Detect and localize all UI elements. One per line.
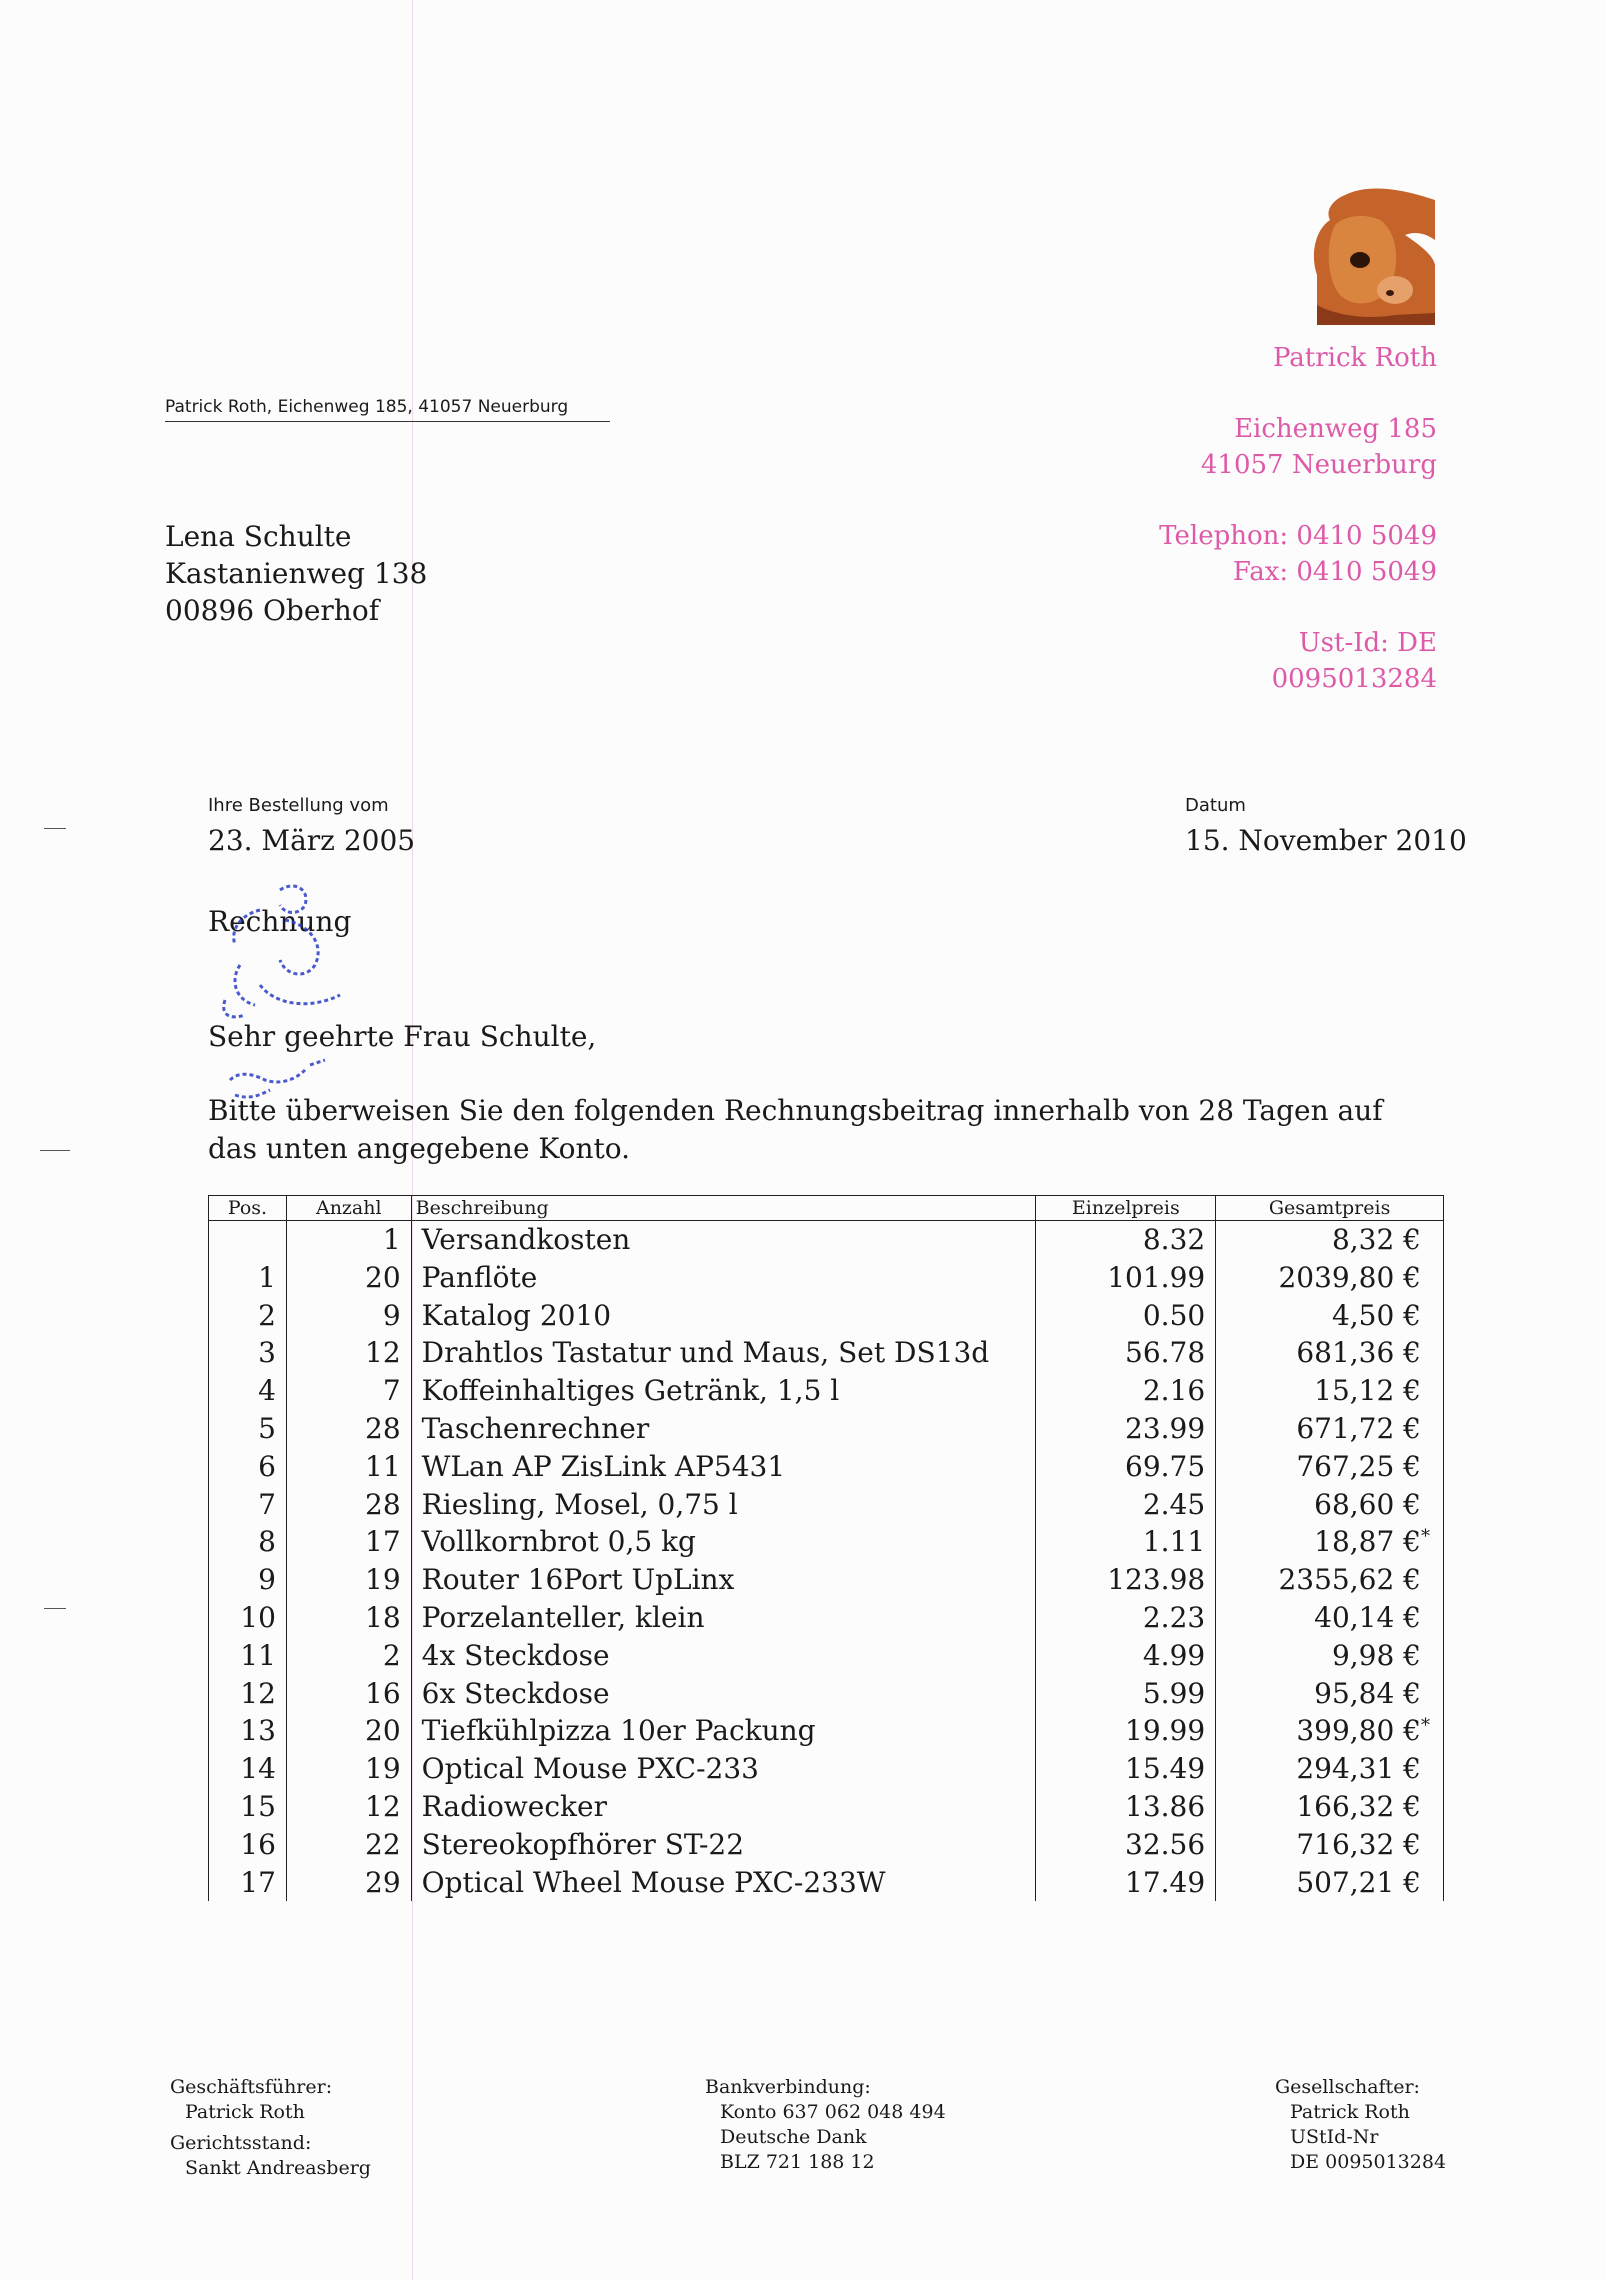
row-qty-text: 22: [365, 1827, 401, 1861]
row-total-price: [1216, 1334, 1444, 1372]
table-row: [209, 1523, 1444, 1561]
row-unit-price: [1036, 1259, 1216, 1297]
row-description-text: Taschenrechner: [421, 1411, 650, 1445]
row-qty-text: 12: [365, 1789, 401, 1823]
footer-partner: Patrick Roth: [1290, 2101, 1410, 2123]
row-total-price-text: 166,32 €: [1296, 1789, 1421, 1823]
order-date-label: Ihre Bestellung vom: [208, 795, 389, 816]
salutation: Sehr geehrte Frau Schulte,: [208, 1020, 597, 1053]
row-qty-text: 2: [382, 1638, 401, 1672]
table-row: [209, 1788, 1444, 1826]
header-unit-price: Einzelpreis: [1036, 1196, 1216, 1221]
footer-manager-label: Geschäftsführer:: [170, 2076, 333, 2098]
row-description-text: Tiefkühlpizza 10er Packung: [421, 1714, 816, 1748]
row-total-price: [1216, 1259, 1444, 1297]
subject: Rechnung: [208, 905, 352, 938]
row-pos-text: 10: [240, 1600, 276, 1634]
row-pos-text: 14: [240, 1752, 276, 1786]
row-pos-text: 17: [240, 1865, 276, 1899]
row-pos-text: 15: [240, 1789, 276, 1823]
table-row: [209, 1750, 1444, 1788]
table-row: [209, 1372, 1444, 1410]
row-total-price-text: 2355,62 €: [1278, 1563, 1421, 1597]
row-description: [411, 1448, 1036, 1486]
table-row: [209, 1334, 1444, 1372]
row-description: [411, 1561, 1036, 1599]
row-pos-text: 13: [240, 1714, 276, 1748]
row-unit-price: [1036, 1750, 1216, 1788]
sender-vat-label: Ust-Id: DE: [1298, 628, 1437, 658]
row-qty-text: 20: [365, 1260, 401, 1294]
row-description: [411, 1334, 1036, 1372]
row-description: [411, 1221, 1036, 1259]
header-desc: Beschreibung: [411, 1196, 1036, 1221]
row-qty: [286, 1523, 411, 1561]
sender-vat-number: 0095013284: [1271, 664, 1437, 694]
row-unit-price-text: 101.99: [1107, 1260, 1206, 1294]
row-unit-price: [1036, 1788, 1216, 1826]
row-total-price-text: 681,36 €: [1296, 1336, 1421, 1370]
row-pos: [209, 1523, 287, 1561]
invoice-date-label: Datum: [1185, 795, 1246, 816]
row-total-price: [1216, 1675, 1444, 1713]
row-unit-price: [1036, 1637, 1216, 1675]
row-unit-price-text: 2.16: [1142, 1374, 1206, 1408]
row-unit-price-text: 15.49: [1125, 1752, 1206, 1786]
table-row: [209, 1826, 1444, 1864]
row-total-price-text: 671,72 €: [1296, 1411, 1421, 1445]
row-unit-price-text: 4.99: [1142, 1638, 1206, 1672]
table-row: [209, 1561, 1444, 1599]
row-total-price: [1216, 1523, 1444, 1561]
row-pos: [209, 1675, 287, 1713]
header-total-price: Gesamtpreis: [1216, 1196, 1444, 1221]
row-pos-text: 4: [258, 1374, 276, 1408]
row-pos-text: 5: [258, 1411, 276, 1445]
row-pos: [209, 1221, 287, 1259]
footer-court: Sankt Andreasberg: [185, 2157, 371, 2179]
sender-street: Eichenweg 185: [1234, 414, 1437, 444]
row-pos-text: 3: [258, 1336, 276, 1370]
row-qty-text: 19: [365, 1752, 401, 1786]
invoice-date-block: [1185, 795, 1467, 857]
row-footnote-mark: *: [1421, 1526, 1430, 1548]
row-total-price: [1216, 1448, 1444, 1486]
row-total-price-text: 68,60 €: [1314, 1487, 1421, 1521]
row-total-price: [1216, 1712, 1444, 1750]
header-pos: Pos.: [209, 1196, 287, 1221]
row-unit-price-text: 123.98: [1107, 1563, 1206, 1597]
fold-mark-bottom: [44, 1608, 66, 1609]
row-total-price-text: 40,14 €: [1314, 1600, 1421, 1634]
row-unit-price: [1036, 1561, 1216, 1599]
row-total-price: [1216, 1826, 1444, 1864]
row-unit-price: [1036, 1410, 1216, 1448]
row-total-price: [1216, 1410, 1444, 1448]
row-description: [411, 1523, 1036, 1561]
row-pos: [209, 1637, 287, 1675]
row-pos: [209, 1864, 287, 1902]
row-unit-price-text: 69.75: [1125, 1449, 1206, 1483]
row-total-price: [1216, 1372, 1444, 1410]
row-total-price-text: 294,31 €: [1296, 1752, 1421, 1786]
row-qty: [286, 1712, 411, 1750]
footer-court-label: Gerichtsstand:: [170, 2132, 312, 2154]
row-total-price-text: 507,21 €: [1296, 1865, 1421, 1899]
row-qty: [286, 1788, 411, 1826]
sender-city: 41057 Neuerburg: [1200, 450, 1437, 480]
row-total-price: [1216, 1750, 1444, 1788]
row-pos: [209, 1448, 287, 1486]
row-unit-price-text: 1.11: [1142, 1525, 1206, 1559]
row-pos-text: 11: [240, 1638, 276, 1672]
row-qty: [286, 1486, 411, 1524]
row-total-price-text: 767,25 €: [1296, 1449, 1421, 1483]
row-qty: [286, 1675, 411, 1713]
row-pos: [209, 1750, 287, 1788]
row-description-text: Panflöte: [421, 1260, 538, 1294]
recipient-block: [165, 518, 427, 629]
row-qty: [286, 1864, 411, 1902]
row-unit-price-text: 56.78: [1125, 1336, 1206, 1370]
row-description-text: Riesling, Mosel, 0,75 l: [421, 1487, 738, 1521]
row-unit-price: [1036, 1334, 1216, 1372]
row-description: [411, 1297, 1036, 1335]
table-row: [209, 1221, 1444, 1259]
row-description-text: Versandkosten: [421, 1223, 631, 1256]
footer-vat-label: UStId-Nr: [1290, 2126, 1379, 2148]
row-qty-text: 16: [365, 1676, 401, 1710]
row-unit-price-text: 19.99: [1125, 1714, 1206, 1748]
row-qty-text: 19: [365, 1563, 401, 1597]
row-unit-price: [1036, 1486, 1216, 1524]
sender-fax: Fax: 0410 5049: [1232, 557, 1437, 587]
row-qty: [286, 1750, 411, 1788]
stamp-icon: [200, 870, 370, 1120]
row-qty-text: 1: [382, 1223, 401, 1256]
row-description-text: Optical Wheel Mouse PXC-233W: [421, 1865, 886, 1899]
recipient-street: Kastanienweg 138: [165, 557, 428, 590]
table-row: [209, 1712, 1444, 1750]
row-unit-price-text: 23.99: [1125, 1411, 1206, 1445]
row-qty-text: 29: [365, 1865, 401, 1899]
row-qty-text: 28: [365, 1411, 401, 1445]
row-unit-price: [1036, 1448, 1216, 1486]
footer-manager: Patrick Roth: [185, 2101, 305, 2123]
row-qty: [286, 1448, 411, 1486]
row-qty: [286, 1410, 411, 1448]
row-pos: [209, 1788, 287, 1826]
row-qty: [286, 1334, 411, 1372]
row-unit-price: [1036, 1864, 1216, 1902]
row-description-text: 6x Steckdose: [421, 1676, 610, 1710]
row-qty-text: 17: [365, 1525, 401, 1559]
sender-name: Patrick Roth: [1272, 343, 1437, 373]
row-pos: [209, 1259, 287, 1297]
row-total-price: [1216, 1221, 1444, 1259]
row-description: [411, 1637, 1036, 1675]
row-unit-price-text: 8.32: [1142, 1223, 1206, 1256]
row-qty-text: 20: [365, 1714, 401, 1748]
sender-block: [1159, 340, 1437, 697]
row-description: [411, 1675, 1036, 1713]
row-description-text: Koffeinhaltiges Getränk, 1,5 l: [421, 1374, 840, 1408]
row-unit-price-text: 13.86: [1125, 1789, 1206, 1823]
row-pos: [209, 1561, 287, 1599]
row-description-text: Stereokopfhörer ST-22: [421, 1827, 745, 1861]
row-unit-price: [1036, 1712, 1216, 1750]
row-qty: [286, 1372, 411, 1410]
row-pos: [209, 1297, 287, 1335]
recipient-name: Lena Schulte: [165, 520, 352, 553]
footer-management: [170, 2075, 371, 2181]
row-total-price-text: 716,32 €: [1296, 1827, 1421, 1861]
order-date-block: [208, 795, 415, 857]
row-description: [411, 1788, 1036, 1826]
row-total-price-text: 8,32 €: [1331, 1223, 1421, 1256]
footer-account: Konto 637 062 048 494: [720, 2101, 946, 2123]
row-description-text: Katalog 2010: [421, 1298, 612, 1332]
row-total-price-text: 399,80 €: [1296, 1714, 1421, 1748]
table-row: [209, 1486, 1444, 1524]
row-total-price: [1216, 1561, 1444, 1599]
row-qty: [286, 1221, 411, 1259]
row-pos-text: 1: [258, 1260, 276, 1294]
row-description-text: WLan AP ZisLink AP5431: [421, 1449, 786, 1483]
fold-mark-top: [44, 828, 66, 829]
invoice-date: 15. November 2010: [1185, 824, 1467, 857]
row-pos-text: 12: [240, 1676, 276, 1710]
row-description: [411, 1410, 1036, 1448]
row-total-price: [1216, 1486, 1444, 1524]
row-qty-text: 9: [382, 1298, 401, 1332]
invoice-table: [208, 1195, 1444, 1901]
footer-bank-label: Bankverbindung:: [705, 2076, 871, 2098]
row-unit-price: [1036, 1599, 1216, 1637]
table-header-row: [209, 1196, 1444, 1221]
table-row: [209, 1599, 1444, 1637]
punch-mark: [40, 1150, 70, 1151]
row-total-price-text: 15,12 €: [1314, 1374, 1421, 1408]
row-description-text: 4x Steckdose: [421, 1638, 610, 1672]
row-description: [411, 1372, 1036, 1410]
table-row: [209, 1297, 1444, 1335]
footer-partners: [1275, 2075, 1446, 2175]
row-pos-text: 2: [258, 1298, 276, 1332]
row-description: [411, 1750, 1036, 1788]
row-unit-price-text: 5.99: [1142, 1676, 1206, 1710]
recipient-city: 00896 Oberhof: [165, 594, 380, 627]
row-total-price-text: 2039,80 €: [1278, 1260, 1421, 1294]
row-pos-text: 6: [258, 1449, 276, 1483]
row-unit-price-text: 17.49: [1125, 1865, 1206, 1899]
row-unit-price: [1036, 1826, 1216, 1864]
footer-vat: DE 0095013284: [1290, 2151, 1447, 2173]
row-unit-price-text: 0.50: [1142, 1298, 1206, 1332]
row-total-price: [1216, 1599, 1444, 1637]
row-unit-price: [1036, 1297, 1216, 1335]
sender-phone: Telephon: 0410 5049: [1159, 521, 1437, 551]
row-total-price-text: 4,50 €: [1331, 1298, 1421, 1332]
row-unit-price: [1036, 1372, 1216, 1410]
row-total-price: [1216, 1297, 1444, 1335]
row-pos-text: 8: [258, 1525, 276, 1559]
body-text: Bitte überweisen Sie den folgenden Rechnungsbeitrag innerhalb von 28 Tagen auf das unten angegebene Konto.: [208, 1094, 1383, 1165]
table-row: [209, 1448, 1444, 1486]
row-pos-text: 16: [240, 1827, 276, 1861]
table-row: [209, 1259, 1444, 1297]
row-unit-price: [1036, 1221, 1216, 1259]
row-qty: [286, 1637, 411, 1675]
row-footnote-mark: *: [1421, 1715, 1430, 1737]
row-qty-text: 11: [365, 1449, 401, 1483]
moose-logo-icon: [1305, 185, 1440, 330]
row-qty: [286, 1297, 411, 1335]
row-total-price: [1216, 1788, 1444, 1826]
row-unit-price: [1036, 1523, 1216, 1561]
order-date: 23. März 2005: [208, 824, 416, 857]
footer-partner-label: Gesellschafter:: [1275, 2076, 1420, 2098]
footer-bank-name: Deutsche Dank: [720, 2126, 867, 2148]
table-row: [209, 1864, 1444, 1902]
row-pos: [209, 1826, 287, 1864]
row-description-text: Vollkornbrot 0,5 kg: [421, 1525, 696, 1559]
row-description-text: Radiowecker: [421, 1789, 607, 1823]
row-qty-text: 12: [365, 1336, 401, 1370]
table-row: [209, 1637, 1444, 1675]
row-description: [411, 1259, 1036, 1297]
row-qty: [286, 1259, 411, 1297]
table-row: [209, 1410, 1444, 1448]
row-pos-text: 7: [258, 1487, 276, 1521]
row-qty: [286, 1561, 411, 1599]
row-unit-price: [1036, 1675, 1216, 1713]
row-description-text: Porzelanteller, klein: [421, 1600, 705, 1634]
row-pos: [209, 1372, 287, 1410]
footer-blz: BLZ 721 188 12: [720, 2151, 875, 2173]
row-pos: [209, 1712, 287, 1750]
footer-bank: [705, 2075, 946, 2175]
row-unit-price-text: 2.23: [1142, 1600, 1206, 1634]
row-qty: [286, 1826, 411, 1864]
row-description-text: Router 16Port UpLinx: [421, 1563, 735, 1597]
row-pos: [209, 1486, 287, 1524]
row-total-price: [1216, 1864, 1444, 1902]
row-total-price: [1216, 1637, 1444, 1675]
row-qty-text: 7: [382, 1374, 401, 1408]
header-qty: Anzahl: [286, 1196, 411, 1221]
row-description: [411, 1599, 1036, 1637]
row-pos: [209, 1334, 287, 1372]
row-description: [411, 1826, 1036, 1864]
row-pos: [209, 1410, 287, 1448]
row-description-text: Drahtlos Tastatur und Maus, Set DS13d: [421, 1336, 990, 1370]
row-qty-text: 28: [365, 1487, 401, 1521]
row-qty: [286, 1599, 411, 1637]
row-description: [411, 1712, 1036, 1750]
row-unit-price-text: 32.56: [1125, 1827, 1206, 1861]
return-address: Patrick Roth, Eichenweg 185, 41057 Neuerburg: [165, 397, 610, 422]
row-total-price-text: 9,98 €: [1331, 1638, 1421, 1672]
table-row: [209, 1675, 1444, 1713]
row-pos: [209, 1599, 287, 1637]
row-total-price-text: 95,84 €: [1314, 1676, 1421, 1710]
row-total-price-text: 18,87 €: [1314, 1525, 1421, 1559]
row-description-text: Optical Mouse PXC-233: [421, 1752, 759, 1786]
row-unit-price-text: 2.45: [1142, 1487, 1206, 1521]
row-qty-text: 18: [365, 1600, 401, 1634]
row-description: [411, 1486, 1036, 1524]
row-pos-text: 9: [258, 1563, 276, 1597]
row-description: [411, 1864, 1036, 1902]
